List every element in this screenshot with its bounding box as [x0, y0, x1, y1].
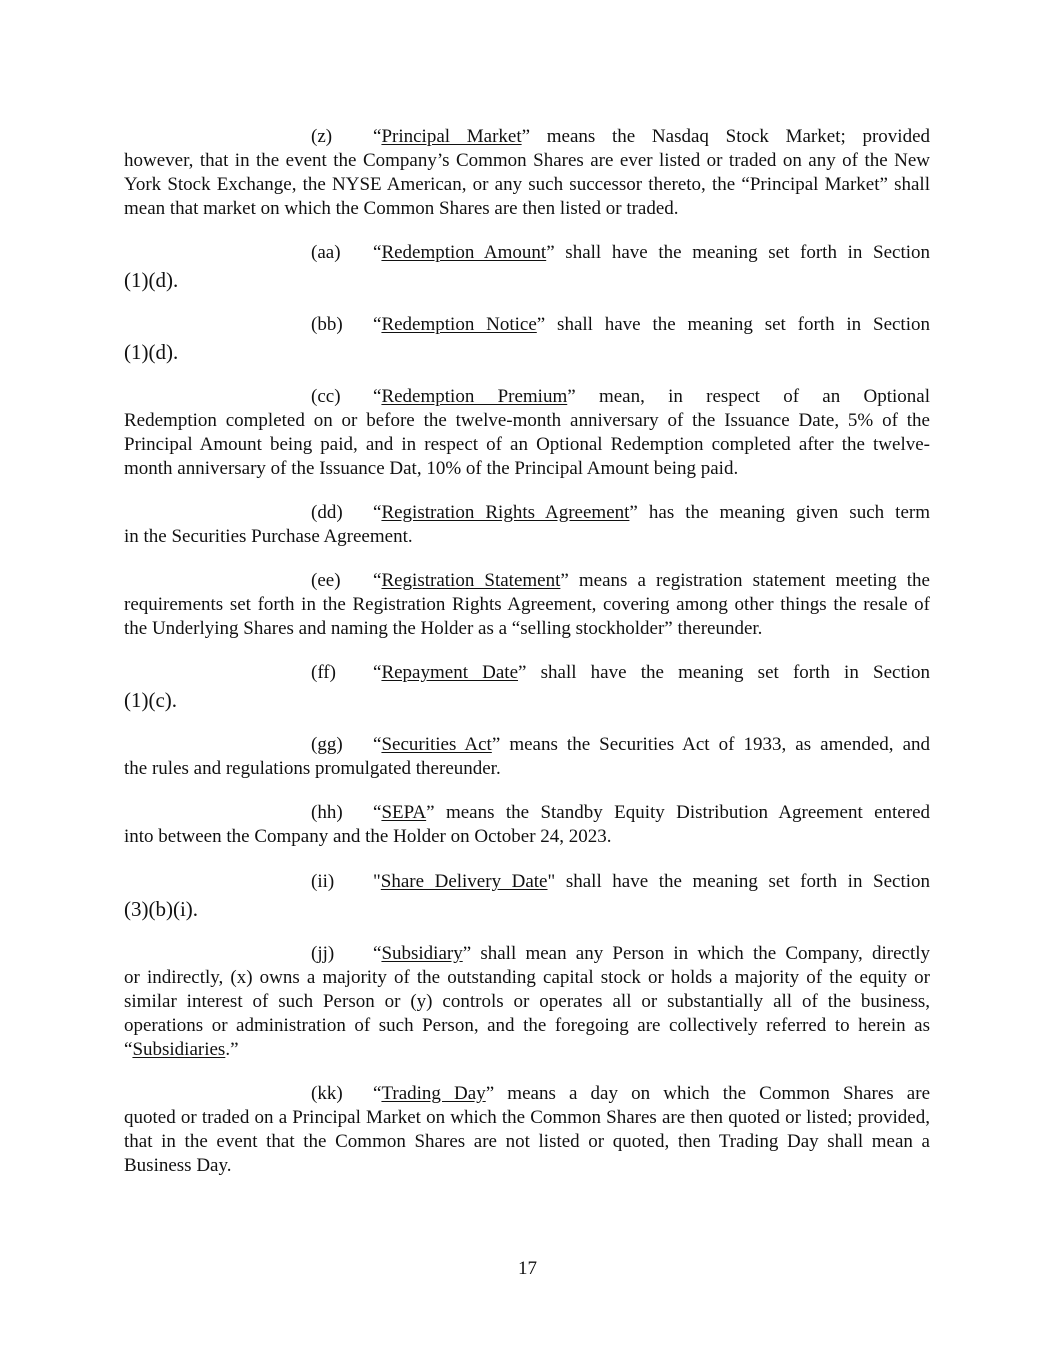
- definition-text-continued: quoted or traded on a Principal Market on which the Common Shares are then quoted or listed; provided, that in the event that the Common Shares are not listed or quoted, then Trading Day shall mean a Business Day.: [124, 1107, 930, 1176]
- definition-sepa: (hh) “SEPA” means the Standby Equity Distribution Agreement entered into between the Company and the Holder on October 24, 2023.: [124, 802, 930, 847]
- definition-label: (kk): [311, 1083, 343, 1104]
- defined-term: Principal Market: [381, 126, 522, 147]
- definition-text-continued: into between the Company and the Holder on October 24, 2023.: [124, 826, 612, 847]
- definition-principal-market: (z) “Principal Market” means the Nasdaq Stock Market; provided however, that in the event the Company’s Common Shares are ever listed or traded on any of the New York Stock Exchange, the NYSE American, or any such successor thereto, the “Principal Market” shall mean that market on which the Common Shares are then listed or traded.: [124, 126, 930, 219]
- definition-text-continued: the rules and regulations promulgated thereunder.: [124, 758, 501, 779]
- definition-redemption-notice: (bb) “Redemption Notice” shall have the meaning set forth in Section (1)(d).: [124, 314, 930, 364]
- definition-text: shall have the meaning set forth in Section: [565, 242, 931, 263]
- definition-label: (z): [311, 126, 333, 147]
- defined-term: Securities Act: [381, 734, 492, 755]
- defined-term: SEPA: [381, 802, 427, 823]
- defined-term: Registration Statement: [381, 570, 561, 591]
- definition-subsidiary: (jj) “Subsidiary” shall mean any Person in which the Company, directly or indirectly, (x) owns a majority of the outstanding capital stock or holds a majority of the equity or similar interest of such Person or (y) controls or operates all or substantially all of the business, operations or administration of such Person, and the foregoing are collectively referred to herein as “Subsidiaries.”: [124, 943, 930, 1060]
- definition-label: (cc): [311, 386, 341, 407]
- definition-share-delivery-date: (ii) "Share Delivery Date" shall have the meaning set forth in Section (3)(b)(i).: [124, 871, 930, 921]
- definition-label: (ii): [311, 871, 335, 892]
- definition-label: (gg): [311, 734, 343, 755]
- definition-registration-rights-agreement: (dd) “Registration Rights Agreement” has the meaning given such term in the Securities Purchase Agreement.: [124, 502, 930, 547]
- definition-label: (hh): [311, 802, 343, 823]
- page-number: 17: [518, 1258, 537, 1279]
- defined-term: Redemption Premium: [381, 386, 568, 407]
- definition-redemption-premium: (cc) “Redemption Premium” mean, in respect of an Optional Redemption completed on or before the twelve-month anniversary of the Issuance Date, 5% of the Principal Amount being paid, and in respect of an Optional Redemption completed after the twelve-month anniversary of the Issuance Dat, 10% of the Principal Amount being paid.: [124, 386, 930, 479]
- defined-term: Subsidiary: [381, 943, 463, 964]
- definition-text-continued: requirements set forth in the Registration Rights Agreement, covering among other things the resale of the Underlying Shares and naming the Holder as a “selling stockholder” thereunder.: [124, 594, 930, 639]
- definition-securities-act: (gg) “Securities Act” means the Securities Act of 1933, as amended, and the rules and regulations promulgated thereunder.: [124, 734, 931, 779]
- definition-text: mean, in respect of an Optional: [598, 386, 930, 407]
- definition-text: shall have the meaning set forth in Section: [557, 314, 930, 335]
- definition-label: (ff): [311, 662, 336, 683]
- definition-text: means the Securities Act of 1933, as amended, and: [509, 734, 931, 755]
- section-reference: (1)(d).: [124, 340, 179, 364]
- definition-text: shall have the meaning set forth in Section: [540, 662, 930, 683]
- defined-term: Registration Rights Agreement: [381, 502, 630, 523]
- definition-text-continued: Redemption completed on or before the twelve-month anniversary of the Issuance Date, 5% of the Principal Amount being paid, and in respect of an Optional Redemption completed after the twelve-month anniversary of the Issuance Dat, 10% of the Principal Amount being paid.: [124, 410, 930, 479]
- definition-repayment-date: (ff) “Repayment Date” shall have the meaning set forth in Section (1)(c).: [124, 662, 930, 712]
- definition-label: (ee): [311, 570, 341, 591]
- definition-text: means the Nasdaq Stock Market; provided: [546, 126, 930, 147]
- definition-text: means the Standby Equity Distribution Agreement entered: [445, 802, 930, 823]
- defined-term: Redemption Amount: [381, 242, 547, 263]
- defined-term: Share Delivery Date: [380, 871, 548, 892]
- definition-label: (bb): [311, 314, 343, 335]
- definition-text: has the meaning given such term: [648, 502, 930, 523]
- definition-text: shall mean any Person in which the Company, directly: [480, 943, 930, 964]
- defined-term: Subsidiaries: [132, 1039, 226, 1060]
- defined-term: Redemption Notice: [381, 314, 537, 335]
- section-reference: (3)(b)(i).: [124, 897, 199, 921]
- definition-registration-statement: (ee) “Registration Statement” means a registration statement meeting the requirements set forth in the Registration Rights Agreement, covering among other things the resale of the Underlying Shares and naming the Holder as a “selling stockholder” thereunder.: [124, 570, 930, 639]
- definition-trading-day: (kk) “Trading Day” means a day on which the Common Shares are quoted or traded on a Principal Market on which the Common Shares are then quoted or listed; provided, that in the event that the Common Shares are not listed or quoted, then Trading Day shall mean a Business Day.: [124, 1083, 931, 1176]
- definition-text-continued: in the Securities Purchase Agreement.: [124, 526, 413, 547]
- defined-term: Repayment Date: [381, 662, 519, 683]
- definition-text: shall have the meaning set forth in Section: [565, 871, 930, 892]
- section-reference: (1)(d).: [124, 268, 179, 292]
- definition-text: means a registration statement meeting the: [578, 570, 930, 591]
- definition-label: (dd): [311, 502, 343, 523]
- definition-redemption-amount: (aa) “Redemption Amount” shall have the meaning set forth in Section (1)(d).: [124, 242, 931, 292]
- definition-text-continued: or indirectly, (x) owns a majority of the outstanding capital stock or holds a majority of the equity or similar interest of such Person or (y) controls or operates all or substantially all of the business, operations or administration of such Person, and the foregoing are collectively referred to herein as “Subsidiaries.”: [124, 967, 930, 1060]
- definition-label: (aa): [311, 242, 341, 263]
- definition-text: means a day on which the Common Shares are: [507, 1083, 931, 1104]
- defined-term: Trading Day: [381, 1083, 486, 1104]
- definition-text-continued: however, that in the event the Company’s Common Shares are ever listed or traded on any of the New York Stock Exchange, the NYSE American, or any such successor thereto, the “Principal Market” shall mean that market on which the Common Shares are then listed or traded.: [124, 150, 930, 219]
- section-reference: (1)(c).: [124, 688, 178, 712]
- definition-label: (jj): [311, 943, 335, 964]
